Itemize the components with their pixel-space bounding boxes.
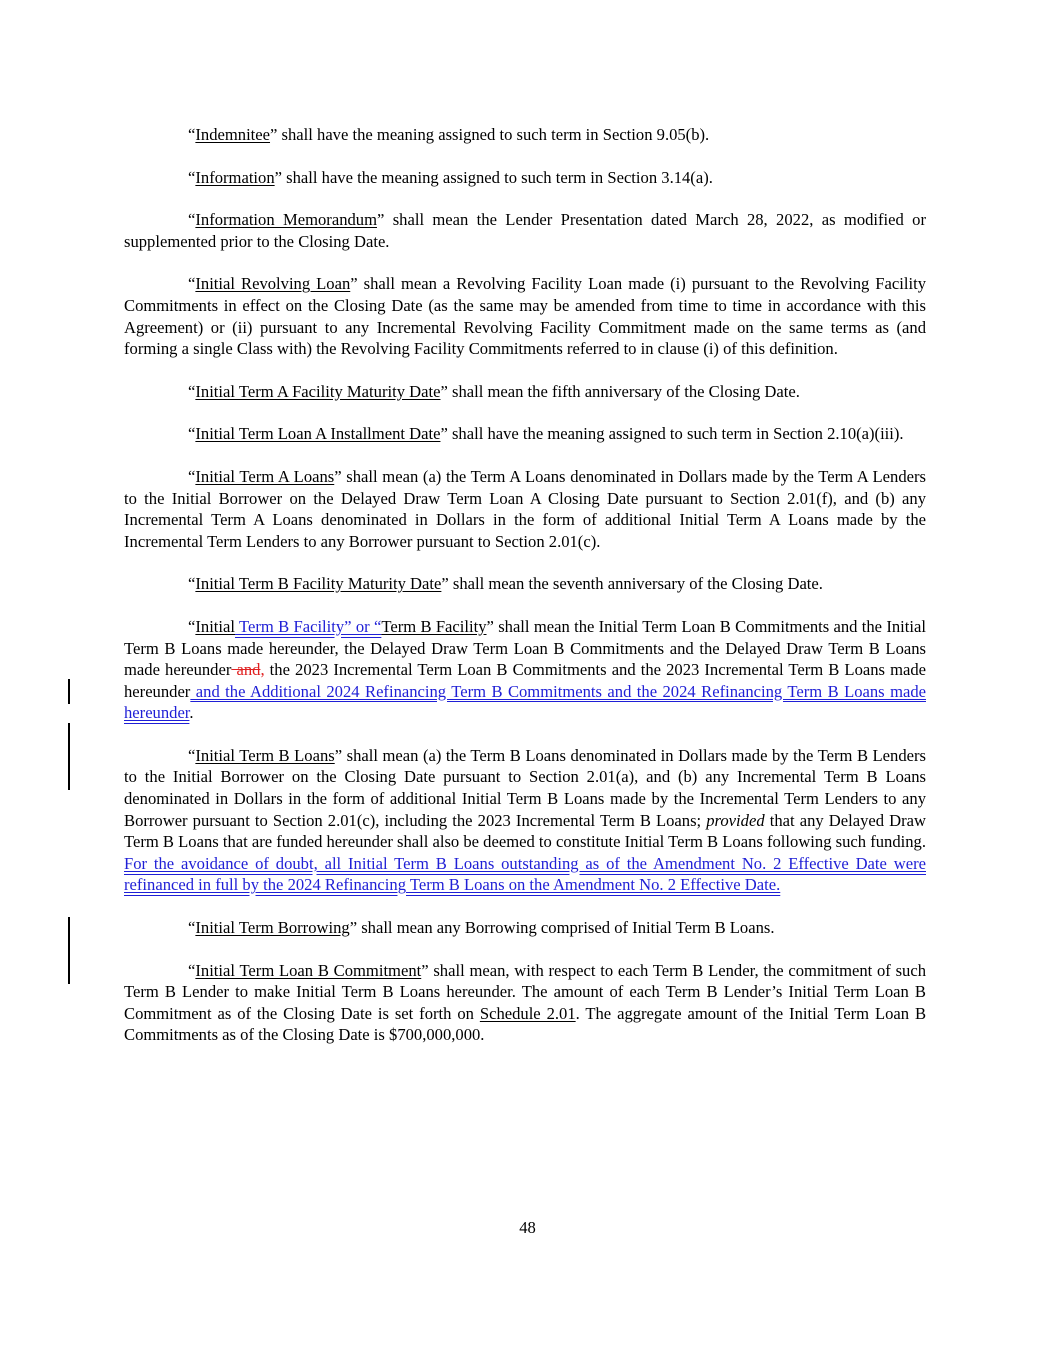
defined-term: Term B Facility <box>381 616 487 636</box>
document-page <box>124 124 926 1067</box>
inserted-text: For the avoidance of doubt, all Initial Term B Loans outstanding as of the Amendment No. 2 Effective Date were refinanced in full by the 2024 Refinancing Term B Loans on the Amendment No. 2 Effective Date. <box>124 853 926 895</box>
definition-text: ” shall mean the fifth anniversary of the Closing Date. <box>440 381 800 401</box>
definition-indemnitee: “Indemnitee” shall have the meaning assigned to such term in Section 9.05(b). <box>188 125 710 144</box>
definition-text: ” shall mean any Borrowing comprised of Initial Term B Loans. <box>349 918 775 938</box>
definition-text: the 2023 Incremental Term Loan B Commitments and the 2023 Incremental Term B Loans made hereunder <box>124 660 927 701</box>
definition-term-a-maturity-date: “Initial Term A Facility Maturity Date” shall mean the fifth anniversary of the Closing Date. <box>188 381 800 401</box>
inserted-comma: , <box>260 660 265 680</box>
definition-text: ” shall have the meaning assigned to such term in Section 9.05(b). <box>270 125 710 144</box>
defined-term: Initial Term A Loans <box>195 466 335 486</box>
definition-initial-term-a-loans: “Initial Term A Loans” shall mean (a) the Term A Loans denominated in Dollars made by the Term A Lenders to the Initial Borrower on the Delayed Draw Term Loan A Closing Date pursuant to Section 2.01(f), and (b) any Incremental Term A Loans denominated in Dollars in the form of additional Initial Term A Loans made by the Incremental Term Lenders to any Borrower pursuant to Section 2.01(c). <box>124 466 926 551</box>
definition-text: ” shall have the meaning assigned to such term in Section 2.10(a)(iii). <box>440 424 904 444</box>
definition-text: ” shall mean (a) the Term B Loans denominated in Dollars made by the Term B Lenders to the Initial Borrower on the Closing Date pursuant to Section 2.01(a), and (b) any Incremental Term B Loans denominated in Dollars in the form of additional Initial Term B Loans made by the Incremental Term Lenders to any Borrower pursuant to Section 2.01(c), including the 2023 Incremental Term B Loans; <box>124 745 926 830</box>
change-bar <box>68 917 70 984</box>
defined-term: Initial Revolving Loan <box>195 274 351 294</box>
inserted-text: and the Additional 2024 Refinancing Term B Commitments and the 2024 Refinancing Term B Loans made hereunder <box>124 681 926 723</box>
inserted-text: Term B Facility” or “ <box>235 616 382 636</box>
defined-term: Initial Term Loan B Commitment <box>195 960 422 980</box>
definition-information: “Information” shall have the meaning assigned to such term in Section 3.14(a). <box>188 167 713 187</box>
definition-text: ” shall mean the Lender Presentation dated March 28, 2022, as modified or supplemented prior to the Closing Date. <box>124 210 926 251</box>
defined-term: Initial Term Borrowing <box>195 918 350 938</box>
definition-text: ” shall mean the seventh anniversary of the Closing Date. <box>441 574 823 594</box>
definition-initial-term-b-loans: “Initial Term B Loans” shall mean (a) the Term B Loans denominated in Dollars made by the Term B Lenders to the Initial Borrower on the Closing Date pursuant to Section 2.01(a), and (b) any Incremental Term B Loans denominated in Dollars in the form of additional Initial Term B Loans made by the Incremental Term Lenders to any Borrower pursuant to Section 2.01(c), including the 2023 Incremental Term B Loans; provided that any Delayed Draw Term B Loans that are funded hereunder shall also be deemed to constitute Initial Term B Loans following such funding. For the avoidance of doubt, all Initial Term B Loans outstanding as of the Amendment No. 2 Effective Date were refinanced in full by the 2024 Refinancing Term B Loans on the Amendment No. 2 Effective Date. <box>124 745 926 895</box>
definition-term-loan-a-installment-date: “Initial Term Loan A Installment Date” shall have the meaning assigned to such term in Section 2.10(a)(iii). <box>188 424 904 444</box>
defined-term: Initial Term B Facility Maturity Date <box>195 574 442 594</box>
definition-text: ” shall mean a Revolving Facility Loan made (i) pursuant to the Revolving Facility Commitments in effect on the Closing Date (as the same may be amended from time to time in accordance with this Agreement) or (ii) pursuant to any Incremental Revolving Facility Commitment made on the same terms as (and forming a single Class with) the Revolving Facility Commitments referred to in clause (i) of this definition. <box>124 274 926 359</box>
defined-term: Initial Term A Facility Maturity Date <box>195 381 441 401</box>
defined-term: Initial Term Loan A Installment Date <box>195 424 441 444</box>
definition-term-b-maturity-date: “Initial Term B Facility Maturity Date” shall mean the seventh anniversary of the Closing Date. <box>188 574 823 594</box>
schedule-reference: Schedule 2.01 <box>479 1003 576 1023</box>
italic-text: provided <box>706 810 765 830</box>
definition-text: that any Delayed Draw Term B Loans that are funded hereunder shall also be deemed to constitute Initial Term B Loans following such funding. <box>124 810 926 852</box>
defined-term: Initial <box>195 616 236 636</box>
definition-text: ” shall mean (a) the Term A Loans denominated in Dollars made by the Term A Lenders to the Initial Borrower on the Delayed Draw Term Loan A Closing Date pursuant to Section 2.01(f), and (b) any Incremental Term A Loans denominated in Dollars in the form of additional Initial Term A Loans made by the Incremental Term Lenders to any Borrower pursuant to Section 2.01(c). <box>124 466 926 551</box>
definition-initial-term-borrowing: “Initial Term Borrowing” shall mean any Borrowing comprised of Initial Term B Loans. <box>188 918 775 938</box>
definition-initial-term-loan-b-commitment: “Initial Term Loan B Commitment” shall mean, with respect to each Term B Lender, the commitment of such Term B Lender to make Initial Term B Loans hereunder. The amount of each Term B Lender’s Initial Term Loan B Commitment as of the Closing Date is set forth on Schedule 2.01. The aggregate amount of the Initial Term Loan B Commitments as of the Closing Date is $700,000,000. <box>124 960 927 1045</box>
change-bar <box>68 679 70 704</box>
definition-text: ” shall have the meaning assigned to such term in Section 3.14(a). <box>274 167 713 187</box>
defined-term: Indemnitee <box>195 125 271 144</box>
deleted-text: and <box>231 660 261 680</box>
defined-term: Information <box>195 167 275 187</box>
change-bar <box>68 723 70 790</box>
period: . <box>189 703 194 723</box>
defined-term: Initial Term B Loans <box>195 745 335 765</box>
definition-text: ” shall mean the Initial Term Loan B Commitments and the Initial Term B Loans made hereunder, the Delayed Draw Term Loan B Commitments and the Delayed Draw Term B Loans made hereunder <box>124 616 926 680</box>
definition-text: ” shall mean, with respect to each Term B Lender, the commitment of such Term B Lender to make Initial Term B Loans hereunder. The amount of each Term B Lender’s Initial Term Loan B Commitment as of the Closing Date is set forth on <box>124 960 926 1023</box>
definition-text: . The aggregate amount of the Initial Term Loan B Commitments as of the Closing Date is $700,000,000. <box>124 1003 927 1045</box>
definition-information-memorandum: “Information Memorandum” shall mean the Lender Presentation dated March 28, 2022, as modified or supplemented prior to the Closing Date. <box>124 210 926 251</box>
defined-term: Information Memorandum <box>195 210 377 230</box>
page-number: 48 <box>519 1218 536 1237</box>
definition-initial-revolving-loan: “Initial Revolving Loan” shall mean a Revolving Facility Loan made (i) pursuant to the Revolving Facility Commitments in effect on the Closing Date (as the same may be amended from time to time in accordance with this Agreement) or (ii) pursuant to any Incremental Revolving Facility Commitment made on the same terms as (and forming a single Class with) the Revolving Facility Commitments referred to in clause (i) of this definition. <box>124 274 926 359</box>
definition-initial-term-b-facility: “Initial Term B Facility” or “Term B Facility” shall mean the Initial Term Loan B Commitments and the Initial Term B Loans made hereunder, the Delayed Draw Term Loan B Commitments and the Delayed Draw Term B Loans made hereunder and, the 2023 Incremental Term Loan B Commitments and the 2023 Incremental Term B Loans made hereunder and the Additional 2024 Refinancing Term B Commitments and the 2024 Refinancing Term B Loans made hereunder. <box>124 616 927 723</box>
